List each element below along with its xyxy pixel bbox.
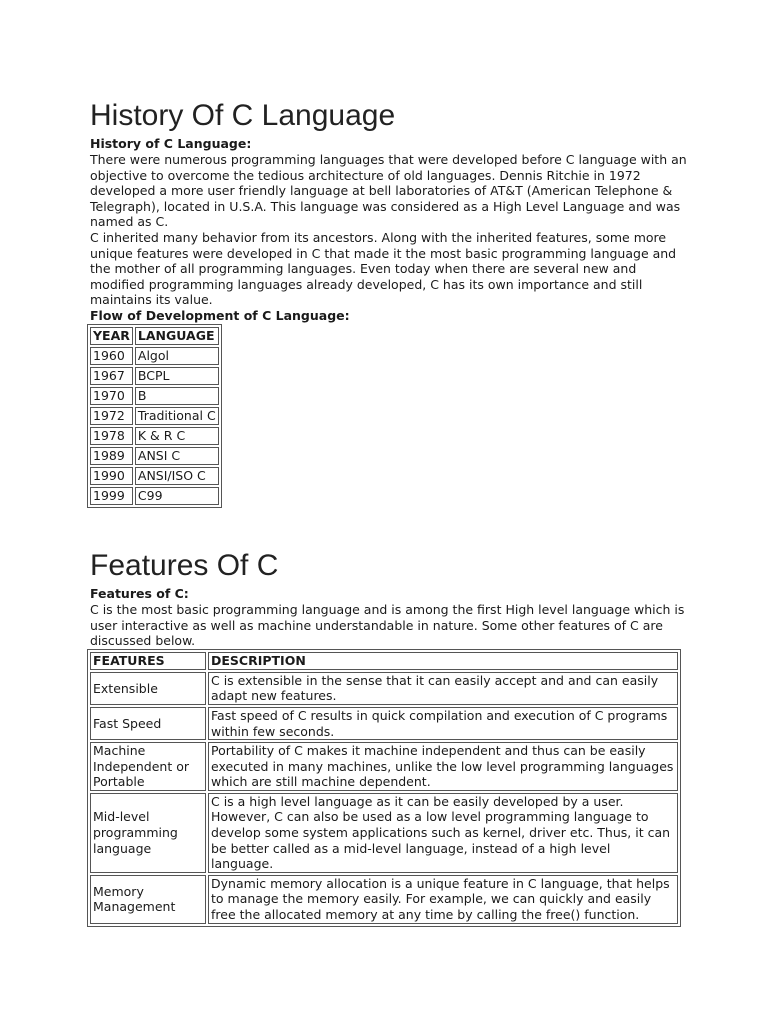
feature-cell: Memory Management: [90, 875, 206, 924]
language-cell: C99: [135, 487, 219, 505]
language-cell: Traditional C: [135, 407, 219, 425]
features-table: [87, 649, 681, 927]
feature-cell: Fast Speed: [90, 707, 206, 740]
language-cell: K & R C: [135, 427, 219, 445]
table-row: [90, 447, 219, 465]
year-cell: 1967: [90, 367, 133, 385]
features-title: Features Of C: [90, 548, 279, 582]
table-row: [90, 387, 219, 405]
development-table: [87, 324, 222, 508]
language-cell: ANSI/ISO C: [135, 467, 219, 485]
language-cell: B: [135, 387, 219, 405]
description-cell: Fast speed of C results in quick compilation and execution of C programs within few seconds.: [208, 707, 678, 740]
table-row: [90, 367, 219, 385]
table-row: [90, 347, 219, 365]
history-paragraph-1: There were numerous programming languages that were developed before C language with an objective to overcome the tedious architecture of old languages. Dennis Ritchie in 1972 developed a more user friendly language at bell laboratories of AT&T (American Telephone & Telegraph), located in U.S.A. This language was considered as a High Level Language and was named as C.: [90, 152, 687, 230]
description-cell: C is a high level language as it can be easily developed by a user. However, C can also be used as a low level programming language to develop some system applications such as kernel, driver etc. Thus, it can be better called as a mid-level language, instead of a high level language.: [208, 793, 678, 873]
development-table-header: [90, 327, 219, 345]
features-paragraph: C is the most basic programming language and is among the first High level language which is user interactive as well as machine understandable in nature. Some other features of C are discussed below.: [90, 601, 685, 649]
language-cell: Algol: [135, 347, 219, 365]
table-row: [90, 427, 219, 445]
header-language: LANGUAGE: [135, 327, 219, 345]
description-cell: C is extensible in the sense that it can easily accept and and can easily adapt new features.: [208, 672, 678, 705]
language-cell: ANSI C: [135, 447, 219, 465]
table-row: [90, 707, 678, 740]
header-features: FEATURES: [90, 652, 206, 670]
history-subheading: History of C Language:: [90, 136, 252, 151]
history-title: History Of C Language: [90, 99, 396, 132]
document-page: [90, 96, 690, 927]
header-description: DESCRIPTION: [208, 652, 678, 670]
year-cell: 1999: [90, 487, 133, 505]
year-cell: 1990: [90, 467, 133, 485]
table-row: [90, 467, 219, 485]
features-table-header: [90, 652, 678, 670]
table-row: [90, 487, 219, 505]
feature-cell: Mid-level programming language: [90, 793, 206, 873]
table-row: [90, 875, 678, 924]
year-cell: 1972: [90, 407, 133, 425]
features-subheading: Features of C:: [90, 585, 189, 601]
year-cell: 1960: [90, 347, 133, 365]
table-row: [90, 407, 219, 425]
year-cell: 1978: [90, 427, 133, 445]
feature-cell: Machine Independent or Portable: [90, 742, 206, 791]
description-cell: Portability of C makes it machine independent and thus can be easily executed in many machines, unlike the low level programming languages which are still machine dependent.: [208, 742, 678, 791]
table-row: [90, 672, 678, 705]
header-year: YEAR: [90, 327, 133, 345]
table-row: [90, 793, 678, 873]
feature-cell: Extensible: [90, 672, 206, 705]
history-paragraph-2: C inherited many behavior from its ancestors. Along with the inherited features, some more unique features were developed in C that made it the most basic programming language and the mother of all programming languages. Even today when there are several new and modified programming languages already developed, C has its own importance and still maintains its value.: [90, 229, 677, 308]
description-cell: Dynamic memory allocation is a unique feature in C language, that helps to manage the memory easily. For example, we can quickly and easily free the allocated memory at any time by calling the free() function.: [208, 875, 678, 924]
table-row: [90, 742, 678, 791]
language-cell: BCPL: [135, 367, 219, 385]
features-section: [90, 546, 690, 927]
flow-heading: Flow of Development of C Language:: [90, 307, 350, 323]
year-cell: 1970: [90, 387, 133, 405]
year-cell: 1989: [90, 447, 133, 465]
